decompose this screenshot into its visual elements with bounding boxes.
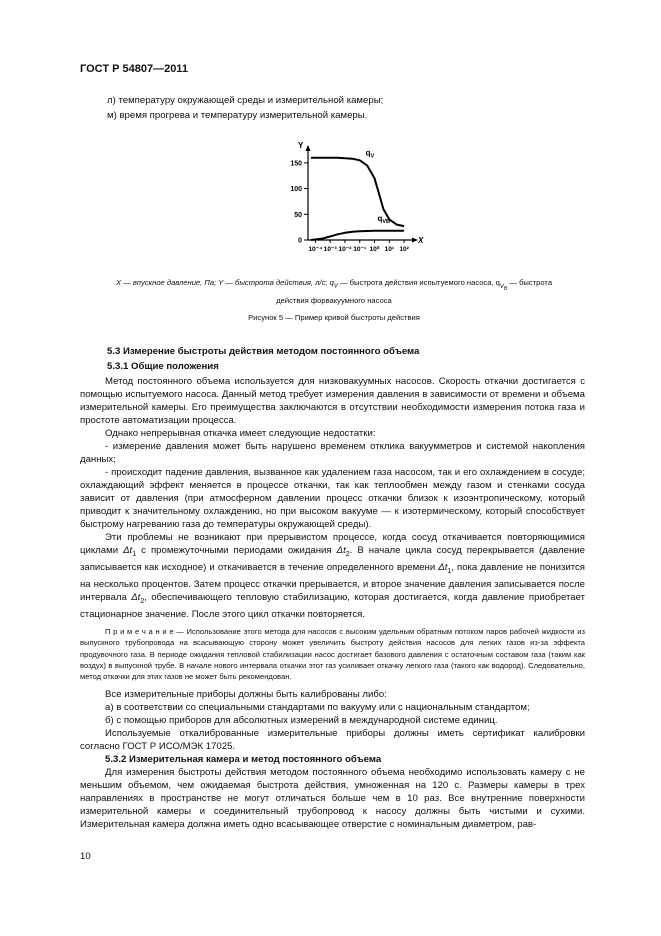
list-item-m: м) время прогрева и температуру измерительной камеры. xyxy=(107,110,368,121)
paragraph: Для измерения быстроты действия методом постоянного объема необходимо использовать камеру с не меньшим объемом, чем ожидаемая быстрота действия, умноженная на 120 с. Размеры камеры в трех направлениях в пространстве не могут отличаться больше чем в 10 раз. Все внутренние поверхности измерительной камеры и соединительный трубопровод к насосу должны быть чистыми и сухими. Измерительная камера должна иметь одно всасывающее отверстие с номинальным диаметром, рав- xyxy=(80,766,585,830)
list-item-l: л) температуру окружающей среды и измерительной камеры; xyxy=(107,95,384,106)
paragraph xyxy=(80,531,585,621)
series-label-qvb: $q_{VB}$ xyxy=(377,213,391,225)
series-label-qvb-sub: VB xyxy=(382,218,391,225)
series-line-qvb xyxy=(311,231,404,240)
series-line-qv xyxy=(311,158,404,226)
delta-t4-sub: 2 xyxy=(140,597,145,605)
paragraph: - измерение давления может быть нарушено временем отклика вакуумметров и системой накопления данных; xyxy=(80,441,585,465)
series-label-qv: $q_V$ xyxy=(365,148,375,160)
note-text: — Использование этого метода для насосов с высоким удельным обратным потоком паров рабочей жидкости из выпускного трубопровода на всасывающую сторону может увеличить быстроту действия насосов для легких газов из-за эффекта продувочного газа. В периоде ожидания тепловой стабилизации насос достигает базового давления с остаточным составом газа (таким как воздух) в выпускной трубе. В начале нового интервала откачки этот газ усиливает откачку легкого газа (такого как водород). Следовательно, метод откачки для этих газов не может быть рекомендован. xyxy=(80,626,585,682)
list-item-a: а) в соответствии со специальными стандартами по вакууму или с национальным стандартом; xyxy=(105,701,530,713)
delta-t1: Δt xyxy=(123,545,133,556)
page-header: ГОСТ Р 54807—2011 xyxy=(80,63,188,75)
legend-text-2: — быстрота действия испытуемого насоса, q xyxy=(337,278,500,287)
x-tick-label: 10⁰ xyxy=(369,246,380,253)
x-tick-label: 10² xyxy=(399,246,409,253)
paragraph: Однако непрерывная откачка имеет следующие недостатки: xyxy=(105,428,376,439)
series-label-qv-sub: V xyxy=(370,153,375,160)
delta-t4: Δt xyxy=(131,591,141,603)
y-tick-label: 150 xyxy=(290,160,302,168)
paragraph: Используемые откалиброванные измерительные приборы должны иметь сертификат калибровки согласно ГОСТ Р ИСО/МЭК 17025. xyxy=(80,727,585,752)
y-axis-arrow xyxy=(306,145,311,151)
paragraph-part: , пока давление не понизится на несколько процентов. Затем процесс откачки прерывается, и второе значение давления записывается после интервала xyxy=(80,561,586,603)
figure-caption: Рисунок 5 — Пример кривой быстроты действия xyxy=(248,313,420,322)
legend-text-3: — быстрота xyxy=(507,278,553,287)
legend-sub-2: V xyxy=(499,283,504,290)
legend-sub-1: V xyxy=(333,283,338,290)
subsection-heading-5-3-2: 5.3.2 Измерительная камера и метод постоянного объема xyxy=(105,753,382,765)
delta-t2: Δt xyxy=(336,545,346,556)
y-axis-label: Y xyxy=(298,141,304,150)
list-item-b: б) с помощью приборов для абсолютных измерений в международной системе единиц. xyxy=(105,714,498,726)
speed-chart xyxy=(270,138,424,268)
paragraph: Все измерительные приборы должны быть калиброваны либо: xyxy=(105,688,387,700)
body-text-block xyxy=(80,375,585,831)
legend-text-4: действия форвакуумного насоса xyxy=(276,295,392,305)
legend-sub-3: B xyxy=(503,285,508,292)
paragraph-part: . В начале цикла сосуд перекрывается (давление записывается как исходное) и откачивается в течение определенного времени xyxy=(80,545,585,573)
x-tick-label: 10⁻¹ xyxy=(353,246,367,253)
note xyxy=(80,626,585,683)
y-tick-label: 50 xyxy=(294,211,302,219)
legend-text-1: X — впускное давление, Па; Y — быстрота действия, л/с; q xyxy=(115,278,334,287)
paragraph-part: , обеспечивающего тепловую стабилизацию, которая достигается, когда давление приобретает стационарное значение. После этого цикл откачки повторяется. xyxy=(80,591,586,620)
paragraph-part: с промежуточными периодами ожидания xyxy=(136,545,337,556)
y-tick-label: 100 xyxy=(290,186,302,194)
y-tick-label: 0 xyxy=(298,237,302,245)
subsection-heading-5-3-1: 5.3.1 Общие положения xyxy=(107,361,219,372)
x-tick-label: 10⁻⁴ xyxy=(308,246,323,253)
delta-t3-sub: 1 xyxy=(447,567,452,575)
delta-t3: Δt xyxy=(438,561,448,573)
note-label: П р и м е ч а н и е xyxy=(105,626,174,636)
delta-t1-sub: 1 xyxy=(132,550,137,558)
x-tick-label: 10¹ xyxy=(384,246,395,253)
delta-t2-sub: 2 xyxy=(345,550,350,558)
paragraph: Метод постоянного объема используется для низковакуумных насосов. Скорость откачки достигается с помощью испытуемого насоса. Данный метод требует измерения давления в зависимости от времени и объема измерительной камеры. Его преимущества заключаются в отсутствии необходимости измерения потока газа и простоте автоматизации процесса. xyxy=(80,376,585,426)
chart-plot-area xyxy=(290,141,424,253)
figure-legend xyxy=(60,277,608,306)
page-number: 10 xyxy=(80,851,91,862)
paragraph-part: Эти проблемы не возникают при прерывистом процессе, когда сосуд откачивается повторяющимися циклами xyxy=(80,532,585,556)
x-tick-label: 10⁻³ xyxy=(323,246,337,253)
x-tick-label: 10⁻² xyxy=(338,246,352,253)
section-heading-5-3: 5.3 Измерение быстроты действия методом постоянного объема xyxy=(107,346,420,357)
paragraph: - происходит падение давления, вызванное как удалением газа насосом, так и его охлаждением в сосуде; охлаждающий эффект меняется в процессе откачки, так как теплообмен между газом и стенками сосуда зависит от давления (при атмосферном давлении процесс откачки близок к изоэнтропическому, который приводит к значительному охлаждению, но при высоком вакууме — к изотермическому, который способствует быстрому нагреванию газа до температуры окружающей среды). xyxy=(80,467,585,530)
x-axis-label: X xyxy=(418,236,424,245)
